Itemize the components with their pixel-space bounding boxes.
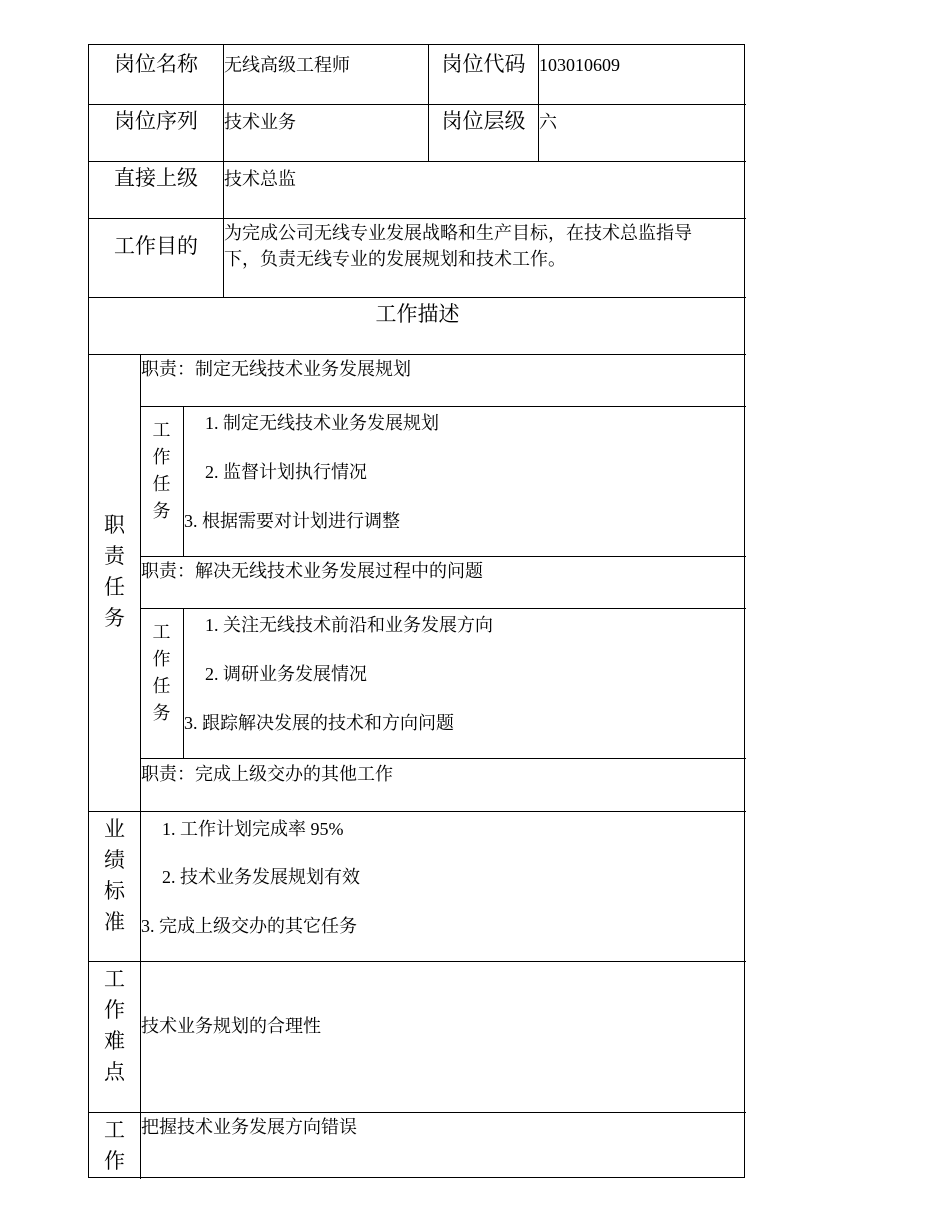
duty-2-task-3: 3. 跟踪解决发展的技术和方向问题 xyxy=(184,713,454,733)
performance-item-1: 1. 工作计划完成率 95% xyxy=(162,819,344,839)
position-series-label: 岗位序列 xyxy=(114,109,198,133)
duty-2-task-label xyxy=(140,619,183,727)
position-code-value: 103010609 xyxy=(539,55,620,75)
direct-superior-value: 技术总监 xyxy=(224,169,296,189)
direct-superior-label: 直接上级 xyxy=(114,166,198,190)
duty-1-task-1: 1. 制定无线技术业务发展规划 xyxy=(205,413,439,433)
job-description-table xyxy=(88,44,745,1178)
performance-label-text: 业 绩 标 准 xyxy=(104,817,125,934)
duty-2-task-2: 2. 调研业务发展情况 xyxy=(205,664,367,684)
responsibilities-section-label xyxy=(89,510,140,634)
work-purpose-label: 工作目的 xyxy=(114,234,198,258)
position-series-value: 技术业务 xyxy=(224,112,296,132)
position-name-label: 岗位名称 xyxy=(114,52,198,76)
duty-1-title: 职责：制定无线技术业务发展规划 xyxy=(141,359,411,379)
position-code-label: 岗位代码 xyxy=(441,52,526,76)
difficulty-label-text: 工 作 难 点 xyxy=(104,967,125,1084)
duty-1-task-3: 3. 根据需要对计划进行调整 xyxy=(184,511,400,531)
risk-label-text: 工 作 xyxy=(104,1118,125,1173)
risk-value: 把握技术业务发展方向错误 xyxy=(141,1117,357,1137)
performance-item-3: 3. 完成上级交办的其它任务 xyxy=(141,916,357,936)
work-purpose-value: 为完成公司无线专业发展战略和生产目标，在技术总监指导下，负责无线专业的发展规划和技术工作。 xyxy=(224,223,692,270)
position-level-value: 六 xyxy=(539,112,557,132)
risk-label xyxy=(89,1115,140,1177)
duty-2-task-label-text: 工 作 任 务 xyxy=(152,622,171,723)
position-level-label: 岗位层级 xyxy=(441,109,526,133)
performance-label xyxy=(89,814,140,938)
duty-1-task-label xyxy=(140,417,183,525)
difficulty-value: 技术业务规划的合理性 xyxy=(141,1016,321,1036)
duty-3-title: 职责：完成上级交办的其他工作 xyxy=(141,764,393,784)
work-description-title: 工作描述 xyxy=(375,302,460,326)
duty-1-task-label-text: 工 作 任 务 xyxy=(152,420,171,521)
difficulty-label xyxy=(89,964,140,1088)
duty-2-title: 职责：解决无线技术业务发展过程中的问题 xyxy=(141,561,483,581)
responsibilities-section-text: 职 责 任 务 xyxy=(104,513,125,630)
duty-2-task-1: 1. 关注无线技术前沿和业务发展方向 xyxy=(205,615,493,635)
duty-1-task-2: 2. 监督计划执行情况 xyxy=(205,462,367,482)
position-name-value: 无线高级工程师 xyxy=(224,55,350,75)
performance-item-2: 2. 技术业务发展规划有效 xyxy=(162,867,360,887)
